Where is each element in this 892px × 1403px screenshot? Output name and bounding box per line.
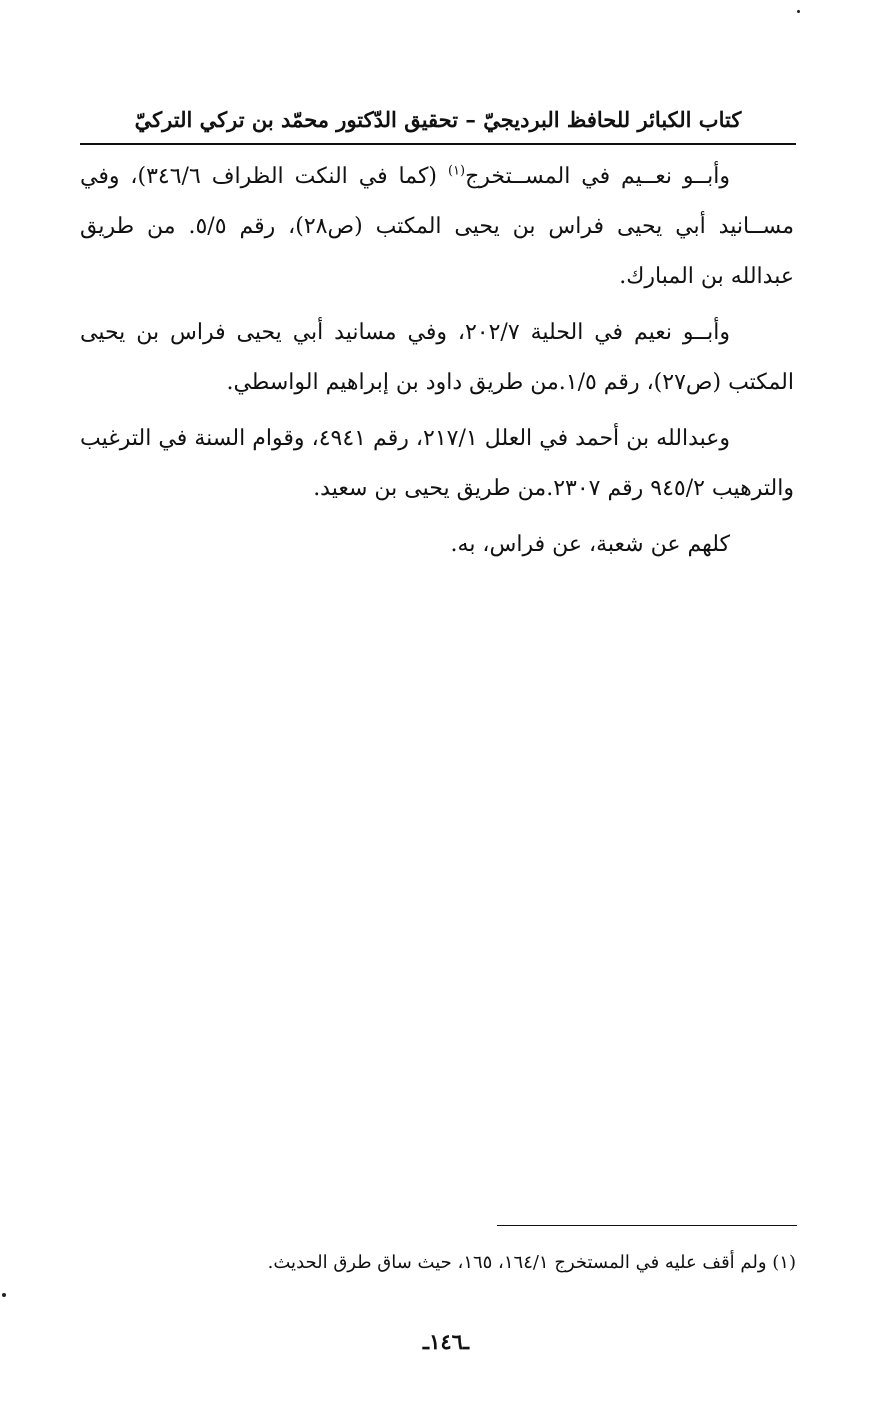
body-text [80, 152, 794, 576]
header-rule [80, 143, 796, 145]
footnote: (١) ولم أقف عليه في المستخرج ١٦٤/١، ١٦٥، حيث ساق طرق الحديث. [267, 1252, 796, 1273]
paragraph-4: كلهم عن شعبة، عن فراس، به. [450, 532, 730, 557]
running-header: كتاب الكبائر للحافظ البرديجيّ – تحقيق الدّكتور محمّد بن تركي التركيّ [134, 107, 742, 132]
scan-speck [2, 1293, 6, 1297]
paragraph-2: وأبــو نعيم في الحلية ٢٠٢/٧، وفي مسانيد أبي يحيى فراس بن يحيى المكتب (ص٢٧)، رقم ١/٥.من طريق داود بن إبراهيم الواسطي. [80, 320, 794, 395]
footnote-reference: (١) [447, 163, 466, 179]
footnote-rule [497, 1225, 797, 1226]
paragraph-1-start: وأبــو نعــيم في المســتخرج [465, 164, 730, 189]
page-number: ـ١٤٦ـ [422, 1329, 470, 1354]
paragraph-3: وعبدالله بن أحمد في العلل ٢١٧/١، رقم ٤٩٤١، وقوام السنة في الترغيب والترهيب ٩٤٥/٢ رقم ٢٣٠٧.من طريق يحيى بن سعيد. [80, 426, 794, 501]
paragraph-1-rest: (كما في النكت الظراف ٣٤٦/٦)، وفي مســانيد أبي يحيى فراس بن يحيى المكتب (ص٢٨)، رقم ٥/٥. من طريق عبدالله بن المبارك. [80, 164, 794, 289]
scan-speck [797, 10, 800, 13]
paragraph-1 [80, 152, 794, 302]
